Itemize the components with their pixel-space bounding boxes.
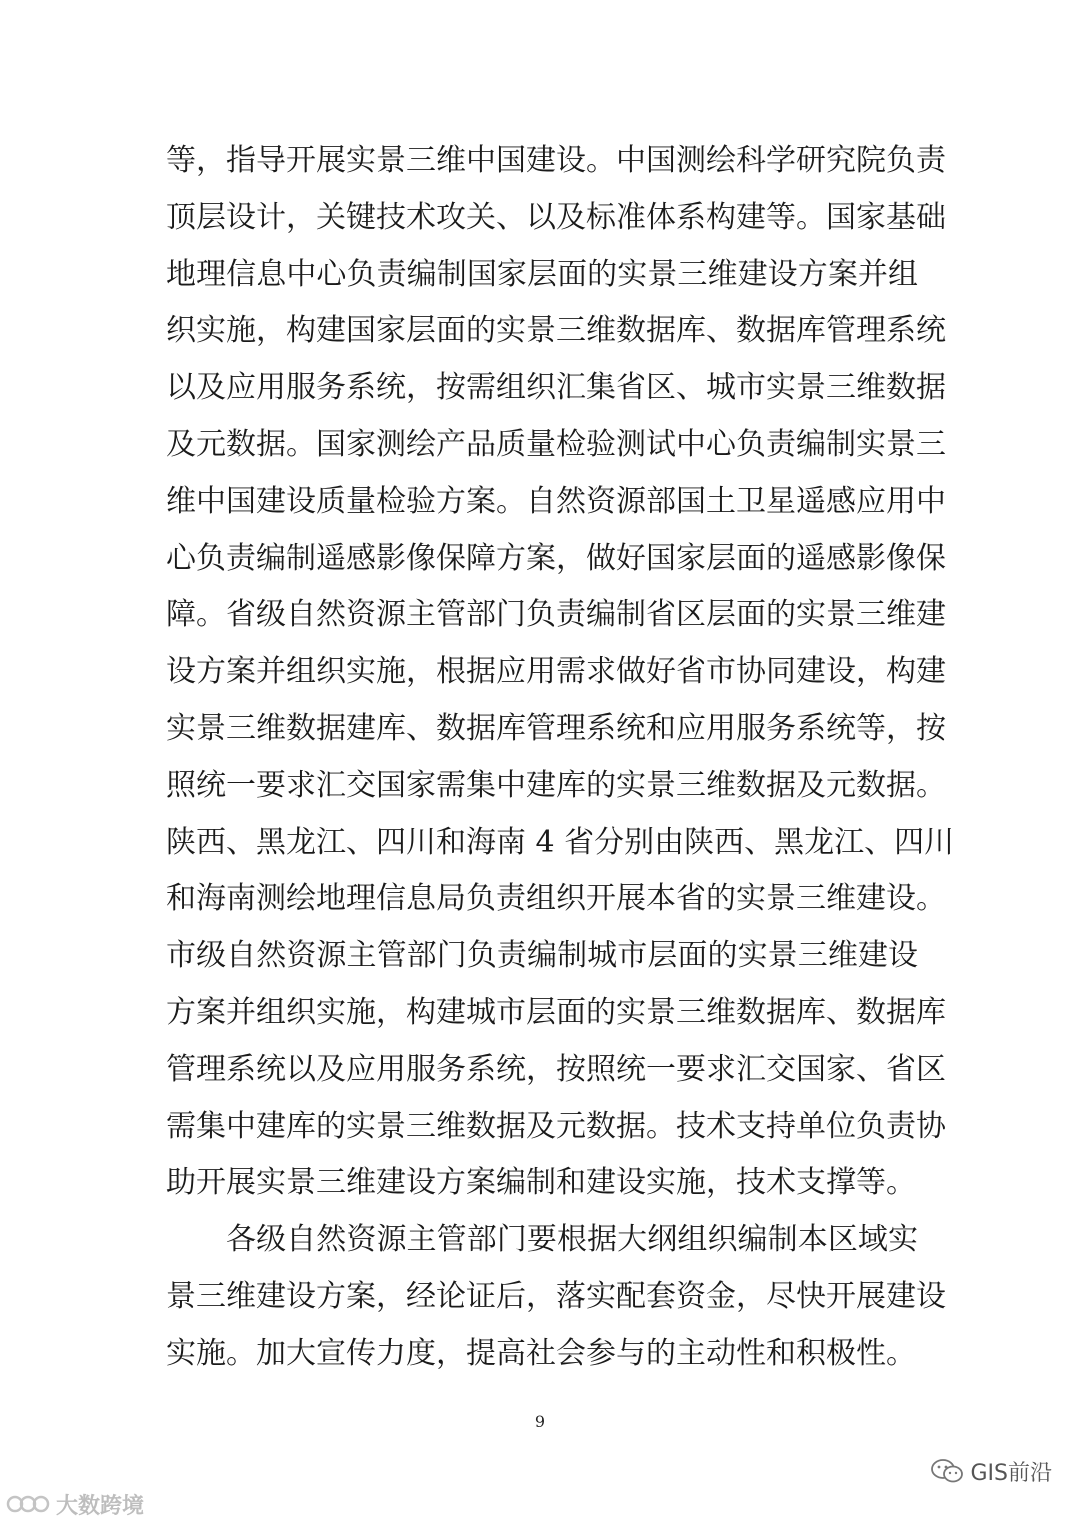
text-line: 设方案并组织实施，根据应用需求做好省市协同建设，构建 <box>166 654 946 690</box>
text-line: 市级自然资源主管部门负责编制城市层面的实景三维建设 <box>166 938 918 974</box>
wechat-icon <box>930 1458 964 1484</box>
watermark-right <box>930 1456 1052 1486</box>
text-line: 实施。加大宣传力度，提高社会参与的主动性和积极性。 <box>166 1335 916 1371</box>
text-line: 照统一要求汇交国家需集中建库的实景三维数据及元数据。 <box>166 767 946 803</box>
text-line: 织实施，构建国家层面的实景三维数据库、数据库管理系统 <box>166 313 946 349</box>
text-line: 实景三维数据建库、数据库管理系统和应用服务系统等，按 <box>166 710 946 746</box>
watermark-left <box>6 1490 144 1518</box>
text-line: 维中国建设质量检验方案。自然资源部国土卫星遥感应用中 <box>166 483 946 519</box>
page-number: 9 <box>534 1412 546 1431</box>
text-line: 和海南测绘地理信息局负责组织开展本省的实景三维建设。 <box>166 881 946 917</box>
watermark-left-text: 大数跨境 <box>56 1493 145 1519</box>
body-text <box>166 133 955 1383</box>
text-line: 各级自然资源主管部门要根据大纲组织编制本区域实 <box>226 1222 918 1258</box>
text-line: 顶层设计，关键技术攻关、以及标准体系构建等。国家基础 <box>166 199 946 235</box>
text-line: 需集中建库的实景三维数据及元数据。技术支持单位负责协 <box>166 1108 946 1144</box>
text-line: 地理信息中心负责编制国家层面的实景三维建设方案并组 <box>166 256 918 292</box>
text-line: 心负责编制遥感影像保障方案，做好国家层面的遥感影像保 <box>166 540 946 576</box>
text-line: 及元数据。国家测绘产品质量检验测试中心负责编制实景三 <box>166 426 946 462</box>
text-line: 方案并组织实施，构建城市层面的实景三维数据库、数据库 <box>166 994 946 1030</box>
text-line: 管理系统以及应用服务系统，按照统一要求汇交国家、省区 <box>166 1051 946 1087</box>
watermark-right-text: GIS前沿 <box>970 1460 1052 1486</box>
text-line: 等，指导开展实景三维中国建设。中国测绘科学研究院负责 <box>166 143 946 178</box>
text-line: 障。省级自然资源主管部门负责编制省区层面的实景三维建 <box>166 597 946 633</box>
text-line: 以及应用服务系统，按需组织汇集省区、城市实景三维数据 <box>166 370 946 406</box>
text-line: 景三维建设方案，经论证后，落实配套资金，尽快开展建设 <box>166 1278 946 1314</box>
text-line: 助开展实景三维建设方案编制和建设实施，技术支撑等。 <box>166 1165 916 1201</box>
text-line: 陕西、黑龙江、四川和海南 4 省分别由陕西、黑龙江、四川 <box>166 824 955 860</box>
logo-icon <box>6 1493 50 1515</box>
